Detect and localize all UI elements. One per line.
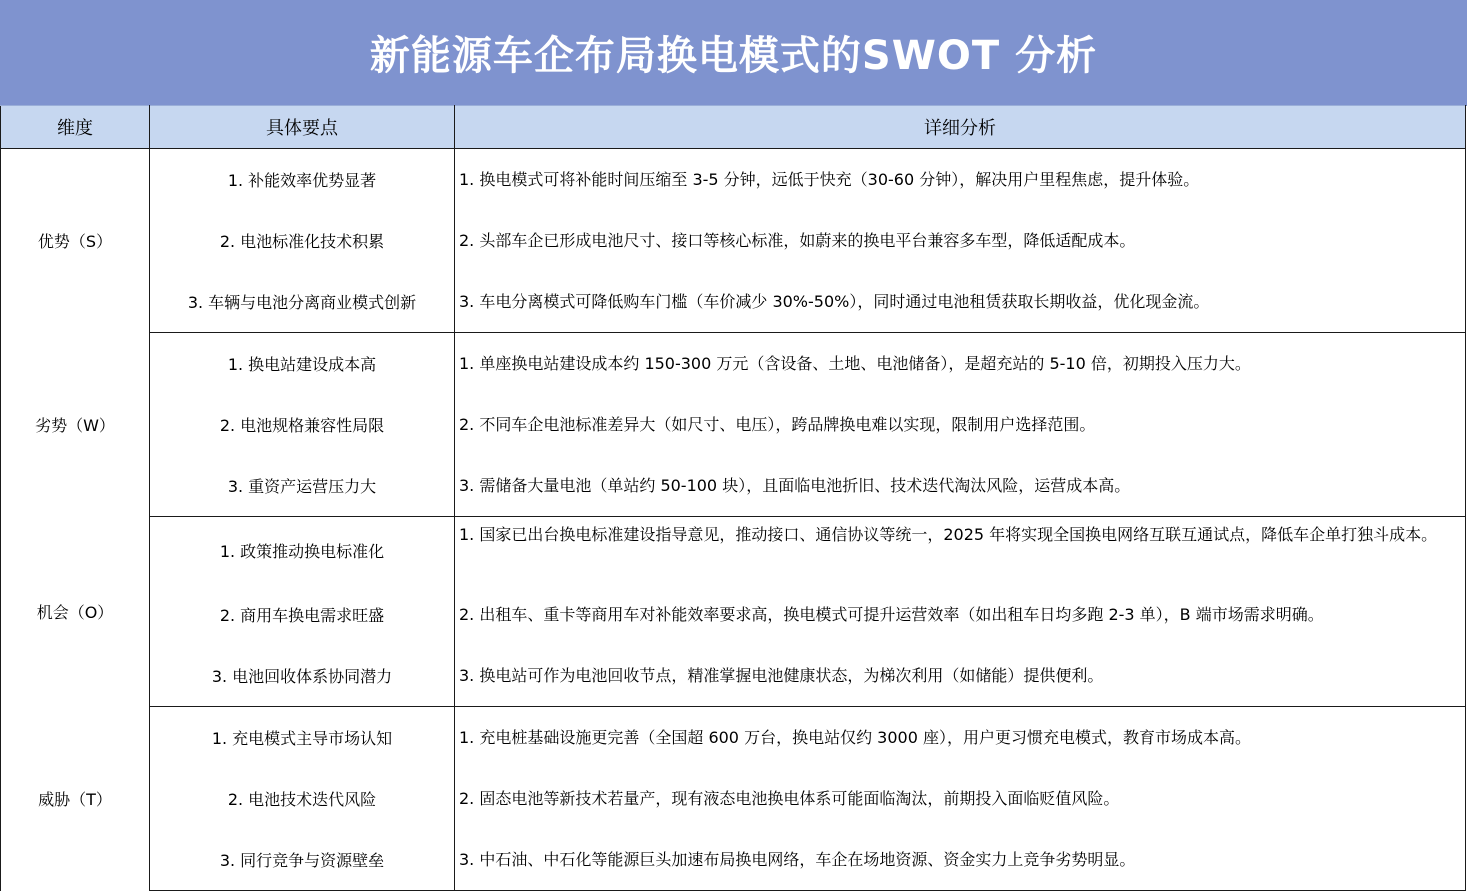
dimension-cell-opportunities[interactable]: 机会（O） <box>1 517 150 707</box>
table-row <box>1 210 1466 271</box>
detail-cell[interactable]: 2. 出租车、重卡等商用车对补能效率要求高，换电模式可提升运营效率（如出租车日均多跑 2-3 单），B 端市场需求明确。 <box>455 584 1466 645</box>
dimension-cell-weaknesses[interactable]: 劣势（W） <box>1 333 150 517</box>
detail-cell[interactable]: 3. 车电分离模式可降低购车门槛（车价减少 30%-50%），同时通过电池租赁获取长期收益，优化现金流。 <box>455 271 1466 333</box>
detail-cell[interactable]: 2. 不同车企电池标准差异大（如尺寸、电压），跨品牌换电难以实现，限制用户选择范围。 <box>455 394 1466 455</box>
point-cell[interactable]: 3. 车辆与电池分离商业模式创新 <box>150 271 455 333</box>
detail-cell[interactable]: 1. 换电模式可将补能时间压缩至 3-5 分钟，远低于快充（30-60 分钟），解决用户里程焦虑，提升体验。 <box>455 149 1466 211</box>
sheet-title: 新能源车企布局换电模式的SWOT 分析 <box>0 0 1467 106</box>
detail-cell[interactable]: 3. 需储备大量电池（单站约 50-100 块），且面临电池折旧、技术迭代淘汰风险，运营成本高。 <box>455 455 1466 517</box>
table-row <box>1 271 1466 333</box>
point-cell[interactable]: 2. 电池规格兼容性局限 <box>150 394 455 455</box>
table-row <box>1 584 1466 645</box>
detail-cell[interactable]: 3. 换电站可作为电池回收节点，精准掌握电池健康状态，为梯次利用（如储能）提供便利。 <box>455 645 1466 707</box>
point-cell[interactable]: 1. 充电模式主导市场认知 <box>150 707 455 769</box>
detail-cell[interactable]: 2. 头部车企已形成电池尺寸、接口等核心标准，如蔚来的换电平台兼容多车型，降低适配成本。 <box>455 210 1466 271</box>
point-cell[interactable]: 3. 电池回收体系协同潜力 <box>150 645 455 707</box>
table-row <box>1 645 1466 707</box>
dimension-cell-strengths[interactable]: 优势（S） <box>1 149 150 333</box>
detail-cell[interactable]: 2. 固态电池等新技术若量产，现有液态电池换电体系可能面临淘汰，前期投入面临贬值风险。 <box>455 768 1466 829</box>
point-cell[interactable]: 3. 重资产运营压力大 <box>150 455 455 517</box>
table-row <box>1 333 1466 395</box>
detail-cell[interactable]: 3. 中石油、中石化等能源巨头加速布局换电网络，车企在场地资源、资金实力上竞争劣势明显。 <box>455 829 1466 891</box>
table-row <box>1 394 1466 455</box>
table-row <box>1 455 1466 517</box>
point-cell[interactable]: 2. 商用车换电需求旺盛 <box>150 584 455 645</box>
swot-table <box>0 105 1466 891</box>
header-point[interactable]: 具体要点 <box>150 106 455 149</box>
detail-cell[interactable]: 1. 单座换电站建设成本约 150-300 万元（含设备、土地、电池储备），是超充站的 5-10 倍，初期投入压力大。 <box>455 333 1466 395</box>
table-row <box>1 768 1466 829</box>
detail-cell[interactable]: 1. 国家已出台换电标准建设指导意见，推动接口、通信协议等统一，2025 年将实现全国换电网络互联互通试点，降低车企单打独斗成本。 <box>455 517 1466 585</box>
table-row <box>1 517 1466 585</box>
table-row <box>1 829 1466 891</box>
header-row <box>1 106 1466 149</box>
header-detail[interactable]: 详细分析 <box>455 106 1466 149</box>
detail-cell[interactable]: 1. 充电桩基础设施更完善（全国超 600 万台，换电站仅约 3000 座），用户更习惯充电模式，教育市场成本高。 <box>455 707 1466 769</box>
point-cell[interactable]: 1. 换电站建设成本高 <box>150 333 455 395</box>
point-cell[interactable]: 1. 补能效率优势显著 <box>150 149 455 211</box>
table-row <box>1 149 1466 211</box>
point-cell[interactable]: 2. 电池技术迭代风险 <box>150 768 455 829</box>
dimension-cell-threats[interactable]: 威胁（T） <box>1 707 150 891</box>
table-row <box>1 707 1466 769</box>
point-cell[interactable]: 1. 政策推动换电标准化 <box>150 517 455 585</box>
header-dimension[interactable]: 维度 <box>1 106 150 149</box>
point-cell[interactable]: 2. 电池标准化技术积累 <box>150 210 455 271</box>
point-cell[interactable]: 3. 同行竞争与资源壁垒 <box>150 829 455 891</box>
